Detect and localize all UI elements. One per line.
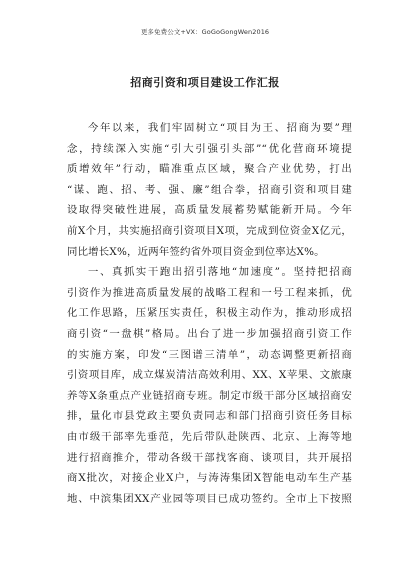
- body-line: 化工作思路，压紧压实责任，积极主动作为，推动形成招: [67, 307, 352, 320]
- header-note: 更多免费公文+VX：GoGoGongWen2016: [140, 28, 270, 36]
- body-line: 今年以来，我们牢固树立“项目为王、招商为要”理: [88, 122, 352, 134]
- body-line: “谋、跑、招、考、强、廉”组合拳，招商引资和项目建: [67, 183, 352, 196]
- document-body: [67, 118, 352, 509]
- body-line: 进行招商推介，带动各级干部找客商、谈项目，共开展招: [67, 451, 352, 464]
- body-line: 设取得突破性进展，高质量发展蓄势赋能新开局。今年: [67, 204, 352, 217]
- body-line: 前X个月，共实施招商引资项目X项，完成到位资金X亿元，: [67, 224, 352, 237]
- body-line: 的实施方案，印发“三图谱三清单”，动态调整更新招商: [67, 348, 352, 361]
- body-line: 商X批次，对接企业X户，与涛涛集团X智能电动车生产基: [67, 472, 352, 485]
- body-line: 质增效年”行动，瞄准重点区域，聚合产业优势，打出: [67, 163, 352, 176]
- body-line: 养等X条重点产业链招商专班。制定市级干部分区域招商安: [67, 389, 352, 402]
- body-line: 地、中滨集团XX产业园等项目已成功签约。全市上下按照: [67, 492, 352, 505]
- body-line: 引资项目库，成立煤炭清洁高效利用、XX、X苹果、文旅康: [67, 369, 352, 382]
- body-line: 一、真抓实干跑出招引落地“加速度”。坚持把招商: [88, 266, 352, 279]
- body-line: 引资作为推进高质量发展的战略工程和一号工程来抓，优: [67, 286, 352, 299]
- document-title: 招商引资和项目建设工作汇报: [130, 76, 280, 89]
- body-line: 排，量化市县党政主要负责同志和部门招商引资任务目标: [67, 410, 352, 423]
- body-line: 商引资“一盘棋”格局。出台了进一步加强招商引资工作: [67, 327, 352, 340]
- body-line: 念，持续深入实施“引大引强引头部”“优化营商环境提: [67, 142, 352, 155]
- body-line: 由市级干部率先垂范，先后带队赴陕西、北京、上海等地: [67, 430, 352, 443]
- body-line: 同比增长X%，近两年签约省外项目资金到位率达X%。: [67, 245, 325, 258]
